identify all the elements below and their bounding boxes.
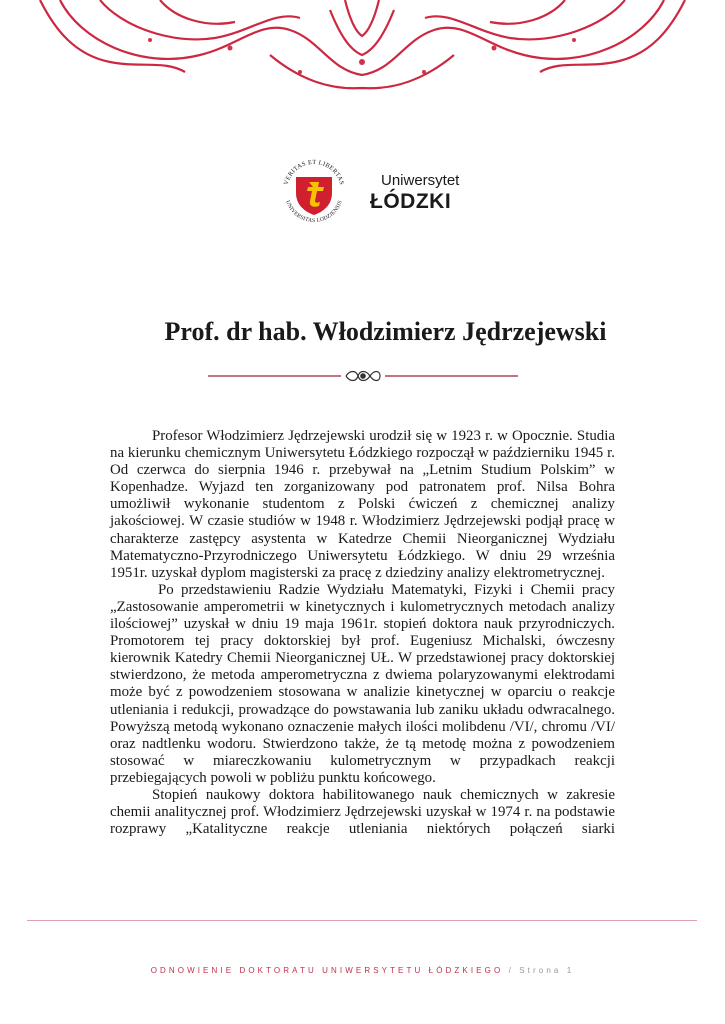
university-logo bbox=[279, 157, 459, 225]
paragraph-habilitation bbox=[110, 787, 615, 838]
page-title: Prof. dr hab. Włodzimierz Jędrzejewski bbox=[164, 317, 607, 346]
footer-page-number: Strona 1 bbox=[519, 966, 575, 975]
divider-ornament-icon bbox=[346, 372, 380, 381]
svg-text:VERITAS ET LIBERTAS: VERITAS ET LIBERTAS bbox=[282, 158, 346, 186]
decorative-ornament-top bbox=[0, 0, 725, 95]
university-seal-icon bbox=[279, 157, 349, 225]
page-footer bbox=[0, 966, 725, 975]
title-divider bbox=[208, 366, 518, 386]
paragraph-early-life: Profesor Włodzimierz Jędrzejewski urodził się w 1923 r. w Opocznie. Studia na kierunku chemicznym Uniwersytetu Łódzkiego rozpoczął w październiku 1945 r. Od czerwca do sierpnia 1946 r. przebywał na „Letnim Studium Polskim” w Kopenhadze. Wyjazd ten zorganizowany pod patronatem prof. Nilsa Bohra umożliwił wykonanie studentom z Polski ćwiczeń z chemicznej analizy jakościowej. W czasie studiów w 1948 r. Włodzimierz Jędrzejewski podjął pracę w charakterze zastępcy asystenta w Katedrze Chemii Nieorganicznej Wydziału Matematyczno-Przyrodniczego Uniwersytetu Łódzkiego. W dniu 29 września 1951r. uzyskał dyplom magisterski za pracę z dziedziny analizy elektrometrycznej. bbox=[110, 428, 615, 581]
footer-separator: / bbox=[508, 966, 514, 975]
footer-label: ODNOWIENIE DOKTORATU UNIWERSYTETU ŁÓDZKIEGO bbox=[150, 966, 504, 975]
biography-text bbox=[110, 428, 615, 838]
logo-name-line1: Uniwersytet bbox=[381, 172, 460, 189]
paragraph-habilitation-text: Stopień naukowy doktora habilitowanego nauk chemicznych w zakresie chemii analitycznej prof. Włodzimierz Jędrzejewski uzyskał w 1974 r. na podstawie rozprawy „Katalityczne reakcje utleniania niektórych połączeń siarki bbox=[110, 786, 615, 838]
svg-text:UNIVERSITAS LODZIENSIS: UNIVERSITAS LODZIENSIS bbox=[284, 199, 344, 225]
logo-name-line2: ŁÓDZKI bbox=[370, 190, 452, 213]
footer-rule bbox=[27, 920, 697, 921]
paragraph-doctorate: Po przedstawieniu Radzie Wydziału Matematyki, Fizyki i Chemii pracy „Zastosowanie amperometrii w kinetycznych i kulometrycznych metodach analizy ilościowej” uzyskał w dniu 19 maja 1961r. stopień doktora nauk przyrodniczych. Promotorem tej pracy doktorskiej był prof. Eugeniusz Michalski, ówczesny kierownik Katedry Chemii Nieorganicznej UŁ. W przedstawionej pracy doktorskiej stwierdzono, że metoda amperometryczna z dwiema polaryzowanymi elektrodami może być z powodzeniem stosowana w analizie kinetycznej w oparciu o reakcje utleniania i redukcji, prowadzące do powstawania lub zaniku układu odwracalnego. Powyższą metodą wykonano oznaczenie małych ilości molibdenu /VI/, chromu /VI/ oraz nadtlenku wodoru. Stwierdzono także, że tą metodę można z powodzeniem stosować w miareczkowaniu kulometrycznym w przypadkach reakcji przebiegających powoli w pobliżu punktu końcowego. bbox=[110, 581, 615, 786]
